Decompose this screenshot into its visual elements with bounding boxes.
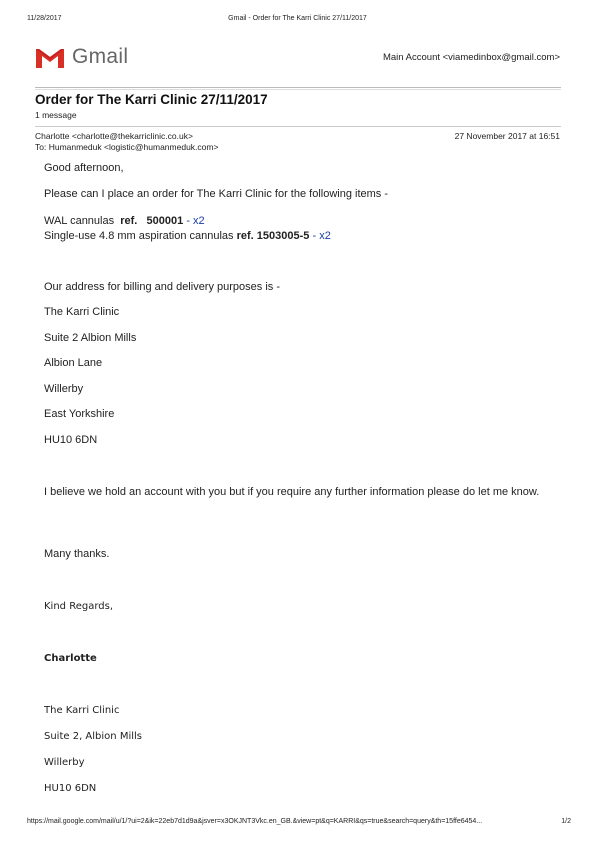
header-divider-secondary	[35, 89, 561, 90]
message-sender: Charlotte <charlotte@thekarriclinic.co.uk>	[35, 131, 193, 141]
regards-line: Kind Regards,	[44, 601, 113, 612]
gmail-wordmark: Gmail	[72, 45, 129, 68]
item-quantity: - x2	[312, 230, 331, 242]
address-line: Albion Lane	[44, 357, 103, 369]
account-note: I believe we hold an account with you but if you require any further information please do let me know.	[44, 486, 540, 498]
order-item-1	[44, 215, 205, 227]
message-divider	[35, 126, 561, 127]
order-item-2	[44, 230, 331, 242]
signature-line: HU10 6DN	[44, 783, 97, 794]
item-ref-label: ref.	[120, 215, 138, 227]
signature-line: The Karri Clinic	[44, 705, 120, 716]
message-recipient: To: Humanmeduk <logistic@humanmeduk.com>	[35, 142, 219, 152]
item-ref-label: ref.	[236, 230, 254, 242]
thanks-line: Many thanks.	[44, 548, 110, 560]
print-date: 11/28/2017	[27, 15, 62, 22]
print-footer-url: https://mail.google.com/mail/u/1/?ui=2&ik=22eb7d1d9a&jsver=x3OKJNT3Vkc.en_GB.&view=pt&q=KARRI&qs=true&search=query&th=15ffe6454...	[27, 818, 483, 825]
page-number: 1/2	[561, 818, 571, 825]
header-divider	[35, 87, 561, 88]
address-line: HU10 6DN	[44, 434, 98, 446]
print-title: Gmail - Order for The Karri Clinic 27/11/2017	[228, 15, 367, 22]
address-intro: Our address for billing and delivery purposes is -	[44, 281, 281, 293]
signature-line: Suite 2, Albion Mills	[44, 731, 142, 742]
address-line: The Karri Clinic	[44, 306, 120, 318]
gmail-envelope-icon	[34, 46, 66, 70]
item-quantity: - x2	[186, 215, 205, 227]
address-line: East Yorkshire	[44, 408, 115, 420]
message-subject: Order for The Karri Clinic 27/11/2017	[35, 92, 268, 107]
account-label: Main Account <viamedinbox@gmail.com>	[382, 52, 560, 63]
message-date: 27 November 2017 at 16:51	[454, 131, 560, 141]
order-request: Please can I place an order for The Karri Clinic for the following items -	[44, 188, 389, 200]
item-ref: 500001	[146, 215, 184, 227]
item-name: WAL cannulas	[44, 215, 115, 227]
address-line: Willerby	[44, 383, 84, 395]
item-ref: 1503005-5	[256, 230, 310, 242]
address-line: Suite 2 Albion Mills	[44, 332, 137, 344]
signature-line: Willerby	[44, 757, 85, 768]
sender-name: Charlotte	[44, 653, 97, 664]
message-count: 1 message	[35, 110, 77, 120]
item-name: Single-use 4.8 mm aspiration cannulas	[44, 230, 234, 242]
greeting: Good afternoon,	[44, 162, 124, 174]
